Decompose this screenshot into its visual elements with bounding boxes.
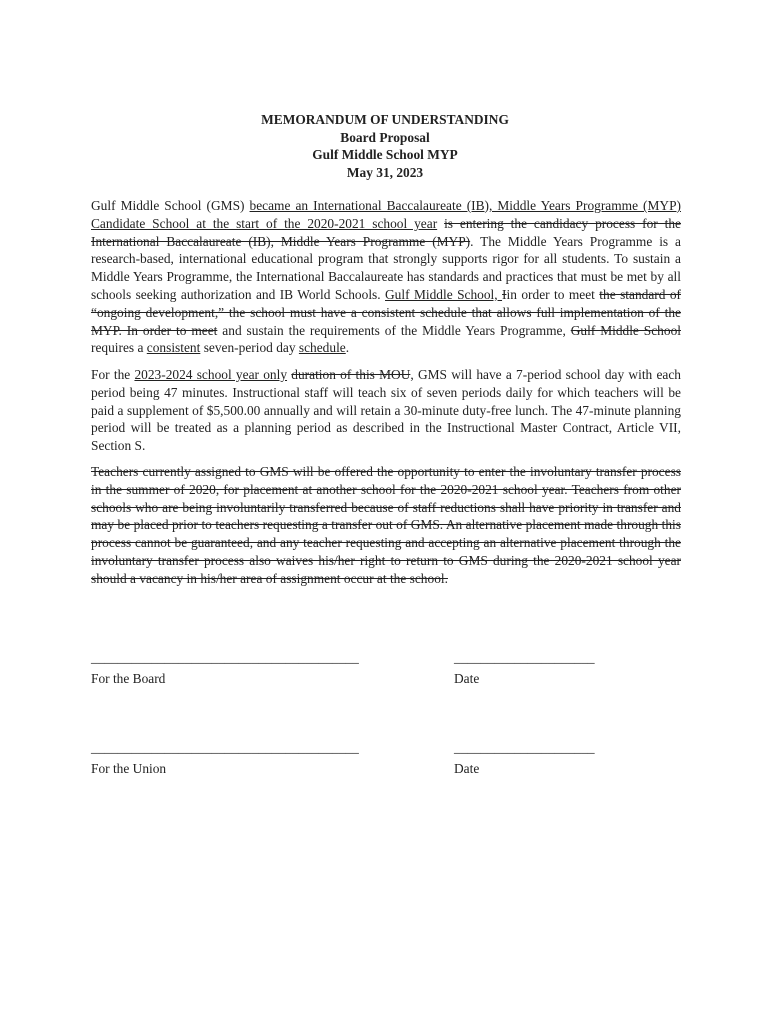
board-signature-label: For the Board — [91, 671, 166, 686]
p1-text: seven-period day — [200, 340, 299, 356]
p1-text: in order to meet — [506, 286, 600, 302]
p2-deleted-text: duration of this MOU — [291, 367, 411, 382]
p1-inserted-text: schedule — [298, 340, 346, 356]
p1-text: Gulf Middle School (GMS) — [91, 198, 250, 213]
p1-deleted-text: I — [502, 286, 507, 302]
p1-deleted-text: is entering the candidacy process for the International Baccalaureate (IB), Middle Years Programme (MYP) — [91, 215, 681, 249]
union-signature-label: For the Union — [91, 761, 167, 776]
union-signature-line: ________________________________________ — [91, 740, 359, 755]
paragraph-3-deleted: Teachers currently assigned to GMS will be offered the opportunity to enter the involuntary transfer process in the summer of 2020, for placement at another school for the 2020-2021 school year. Teachers from other schools who are being involuntarily transferred because of staff reductions shall have priority in transfer and may be placed prior to teachers requesting a transfer out of GMS. An alternative placement made through this process cannot be guaranteed, and any teacher requesting and accepting an alternative placement through the involuntary transfer process also waives his/her right to return to GMS during the 2020-2021 school year should a vacancy in his/her area of assignment occur at the school. — [91, 464, 681, 586]
p1-inserted-text: consistent — [146, 340, 201, 356]
memo-subtitle: Board Proposal — [340, 129, 430, 145]
p1-text: . The Middle Years Programme is a research-based, international educational program that strongly supports rigor for all students. To sustain a Middle Years Programme, the International Baccalaureate has standards and practices that must be met by all schools seeking authorization and IB World Schools. — [91, 233, 681, 302]
p1-deleted-text: Gulf Middle School — [570, 322, 681, 338]
p1-inserted-text: became an International Baccalaureate (IB), Middle Years Programme (MYP) Candidate School at the start of the 2020-2021 school year — [91, 198, 681, 231]
p1-inserted-text: Gulf Middle School, — [385, 286, 503, 302]
board-date-line: _____________________ — [454, 650, 595, 665]
board-signature-line: ________________________________________ — [91, 650, 359, 665]
p1-text: . — [345, 340, 350, 356]
p2-text: For the — [91, 367, 135, 382]
p1-text: requires a — [91, 340, 147, 356]
union-date-line: _____________________ — [454, 740, 595, 755]
p1-text: and sustain the requirements of the Middle Years Programme, — [217, 322, 571, 338]
p1-deleted-text: the standard of “ongoing development,” the school must have a consistent schedule that allows full implementation of the MYP. In order to meet — [91, 286, 682, 338]
board-date-label: Date — [454, 671, 480, 686]
p2-text: , GMS will have a 7-period school day with each period being 47 minutes. Instructional staff will teach six of seven periods daily for which teachers will be paid a supplement of $5,500.00 annually and will retain a 30-minute duty-free lunch. The 47-minute planning period will be treated as a planning period as described in the Instructional Master Contract, Article VII, Section S. — [91, 367, 682, 454]
memo-heading — [0, 111, 770, 181]
memo-date: May 31, 2023 — [346, 164, 424, 180]
p2-inserted-text: 2023-2024 school year only — [134, 367, 288, 382]
paragraph-1 — [91, 197, 681, 357]
school-name: Gulf Middle School MYP — [312, 147, 458, 162]
memo-title: MEMORANDUM OF UNDERSTANDING — [261, 112, 509, 127]
union-date-label: Date — [454, 761, 480, 776]
paragraph-2 — [91, 366, 681, 455]
